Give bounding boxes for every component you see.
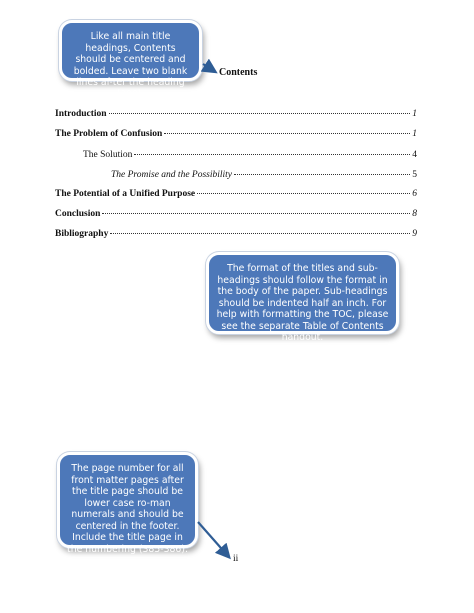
toc-entry-title: Introduction <box>55 109 107 119</box>
toc-entry-page: 5 <box>412 170 417 180</box>
toc-entry-title: The Promise and the Possibility <box>111 170 233 180</box>
toc-entry-title: The Problem of Confusion <box>55 129 163 139</box>
toc-entry-page: 1 <box>412 129 417 139</box>
toc-entry-page: 8 <box>412 209 417 219</box>
toc-entry-title: Conclusion <box>55 209 101 219</box>
toc-entry-page: 1 <box>412 109 417 119</box>
callout-page-number-note-text: The page number for all front matter pages after the title page should be lower case ro-man numerals and should be centered in the footer. Include the title page in the numbering (385-386). <box>67 463 188 555</box>
toc-entry-page: 6 <box>412 189 417 199</box>
toc-entry-page: 4 <box>412 150 417 160</box>
callout-contents-note-text: Like all main title headings, Contents should be centered and bolded. Leave two blank lines af-ter the heading (380). <box>73 31 188 100</box>
toc-entry-title: Bibliography <box>55 229 109 239</box>
footer-page-number: ii <box>233 554 239 564</box>
arrow-to-contents-heading <box>203 64 214 71</box>
contents-heading: Contents <box>219 67 258 78</box>
callout-format-note-text: The format of the titles and sub-headings should follow the format in the body of the paper. Sub-headings should be indented half an inch. For help with formatting the TOC, please see the separate Table of Contents handout. <box>216 263 389 343</box>
arrow-to-page-number <box>198 522 228 556</box>
toc-entry-title: The Potential of a Unified Purpose <box>55 189 196 199</box>
toc-entry-title: The Solution <box>83 150 133 160</box>
toc-entry-page: 9 <box>412 229 417 239</box>
